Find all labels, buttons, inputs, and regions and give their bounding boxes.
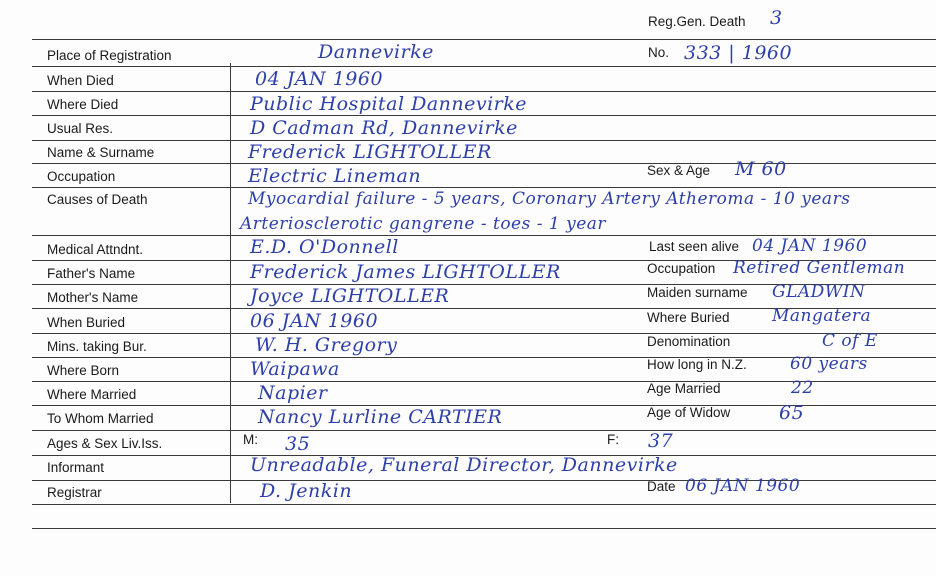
age-married-value: 22: [791, 378, 814, 398]
mins-label: Mins. taking Bur.: [47, 339, 147, 354]
date-value: 06 JAN 1960: [685, 476, 801, 496]
informant-label: Informant: [47, 460, 105, 475]
column-divider: [230, 63, 231, 503]
usual-res-value: D Cadman Rd, Dannevirke: [250, 117, 518, 139]
how-long-value: 60 years: [790, 354, 868, 374]
age-married-label: Age Married: [647, 381, 721, 396]
place-value: Dannevirke: [318, 41, 434, 63]
occupation-label: Occupation: [47, 169, 116, 184]
father-value: Frederick James LIGHTOLLER: [250, 261, 561, 283]
to-whom-value: Nancy Lurline CARTIER: [258, 406, 503, 428]
denomination-label: Denomination: [647, 334, 731, 349]
medical-value: E.D. O'Donnell: [250, 236, 399, 258]
where-married-value: Napier: [258, 382, 328, 404]
no-value: 333 | 1960: [684, 42, 793, 64]
where-died-value: Public Hospital Dannevirke: [250, 93, 528, 115]
place-label: Place of Registration: [47, 48, 172, 63]
denomination-value: C of E: [822, 331, 878, 351]
row-rule: [32, 187, 936, 188]
date-label: Date: [647, 479, 676, 494]
where-born-label: Where Born: [47, 363, 120, 378]
sex-age-value: M 60: [735, 158, 787, 180]
row-rule: [32, 528, 936, 529]
where-married-label: Where Married: [47, 387, 137, 402]
father-occupation-value: Retired Gentleman: [733, 258, 906, 278]
row-rule: [32, 504, 936, 505]
where-buried-label: Where Buried: [647, 310, 730, 325]
causes-value-line-2: Arteriosclerotic gangrene - toes - 1 year: [240, 214, 607, 234]
when-buried-label: When Buried: [47, 315, 126, 330]
row-rule: [32, 163, 936, 164]
father-occupation-label: Occupation: [647, 261, 716, 276]
no-label: No.: [648, 45, 670, 60]
row-rule: [32, 480, 936, 481]
age-widow-value: 65: [779, 402, 805, 424]
registrar-label: Registrar: [47, 485, 102, 500]
sex-age-label: Sex & Age: [647, 163, 711, 178]
where-died-label: Where Died: [47, 97, 119, 112]
row-rule: [32, 333, 936, 334]
when-died-label: When Died: [47, 73, 114, 88]
how-long-label: How long in N.Z.: [647, 357, 747, 372]
mother-value: Joyce LIGHTOLLER: [250, 285, 450, 307]
name-value: Frederick LIGHTOLLER: [248, 141, 492, 163]
row-rule: [32, 430, 936, 431]
maiden-surname-value: GLADWIN: [772, 282, 866, 302]
ages-sex-label: Ages & Sex Liv.Iss.: [47, 436, 163, 451]
where-buried-value: Mangatera: [772, 306, 872, 326]
name-label: Name & Surname: [47, 145, 155, 160]
to-whom-label: To Whom Married: [47, 411, 154, 426]
row-rule: [32, 66, 936, 67]
registrar-value: D. Jenkin: [260, 480, 353, 502]
issue-m-label: M:: [243, 432, 258, 447]
where-born-value: Waipawa: [250, 358, 340, 380]
issue-m-value: 35: [285, 433, 311, 455]
mother-label: Mother's Name: [47, 290, 139, 305]
causes-value-line-1: Myocardial failure - 5 years, Coronary Artery Atheroma - 10 years: [248, 189, 851, 209]
mins-value: W. H. Gregory: [255, 334, 398, 356]
issue-f-value: 37: [648, 430, 674, 452]
issue-f-label: F:: [607, 432, 619, 447]
informant-value: Unreadable, Funeral Director, Dannevirke: [250, 454, 678, 476]
row-rule: [32, 115, 936, 116]
reg-gen-label: Reg.Gen. Death: [648, 14, 746, 29]
reg-gen-value: 3: [770, 7, 783, 29]
when-buried-value: 06 JAN 1960: [250, 310, 379, 332]
medical-label: Medical Attndnt.: [47, 242, 144, 257]
father-label: Father's Name: [47, 266, 136, 281]
last-seen-value: 04 JAN 1960: [752, 236, 868, 256]
last-seen-label: Last seen alive: [649, 239, 740, 254]
occupation-value: Electric Lineman: [248, 165, 422, 187]
row-rule: [32, 39, 936, 40]
when-died-value: 04 JAN 1960: [255, 68, 384, 90]
causes-label: Causes of Death: [47, 192, 148, 207]
maiden-surname-label: Maiden surname: [647, 285, 748, 300]
age-widow-label: Age of Widow: [647, 405, 731, 420]
usual-res-label: Usual Res.: [47, 121, 114, 136]
row-rule: [32, 91, 936, 92]
